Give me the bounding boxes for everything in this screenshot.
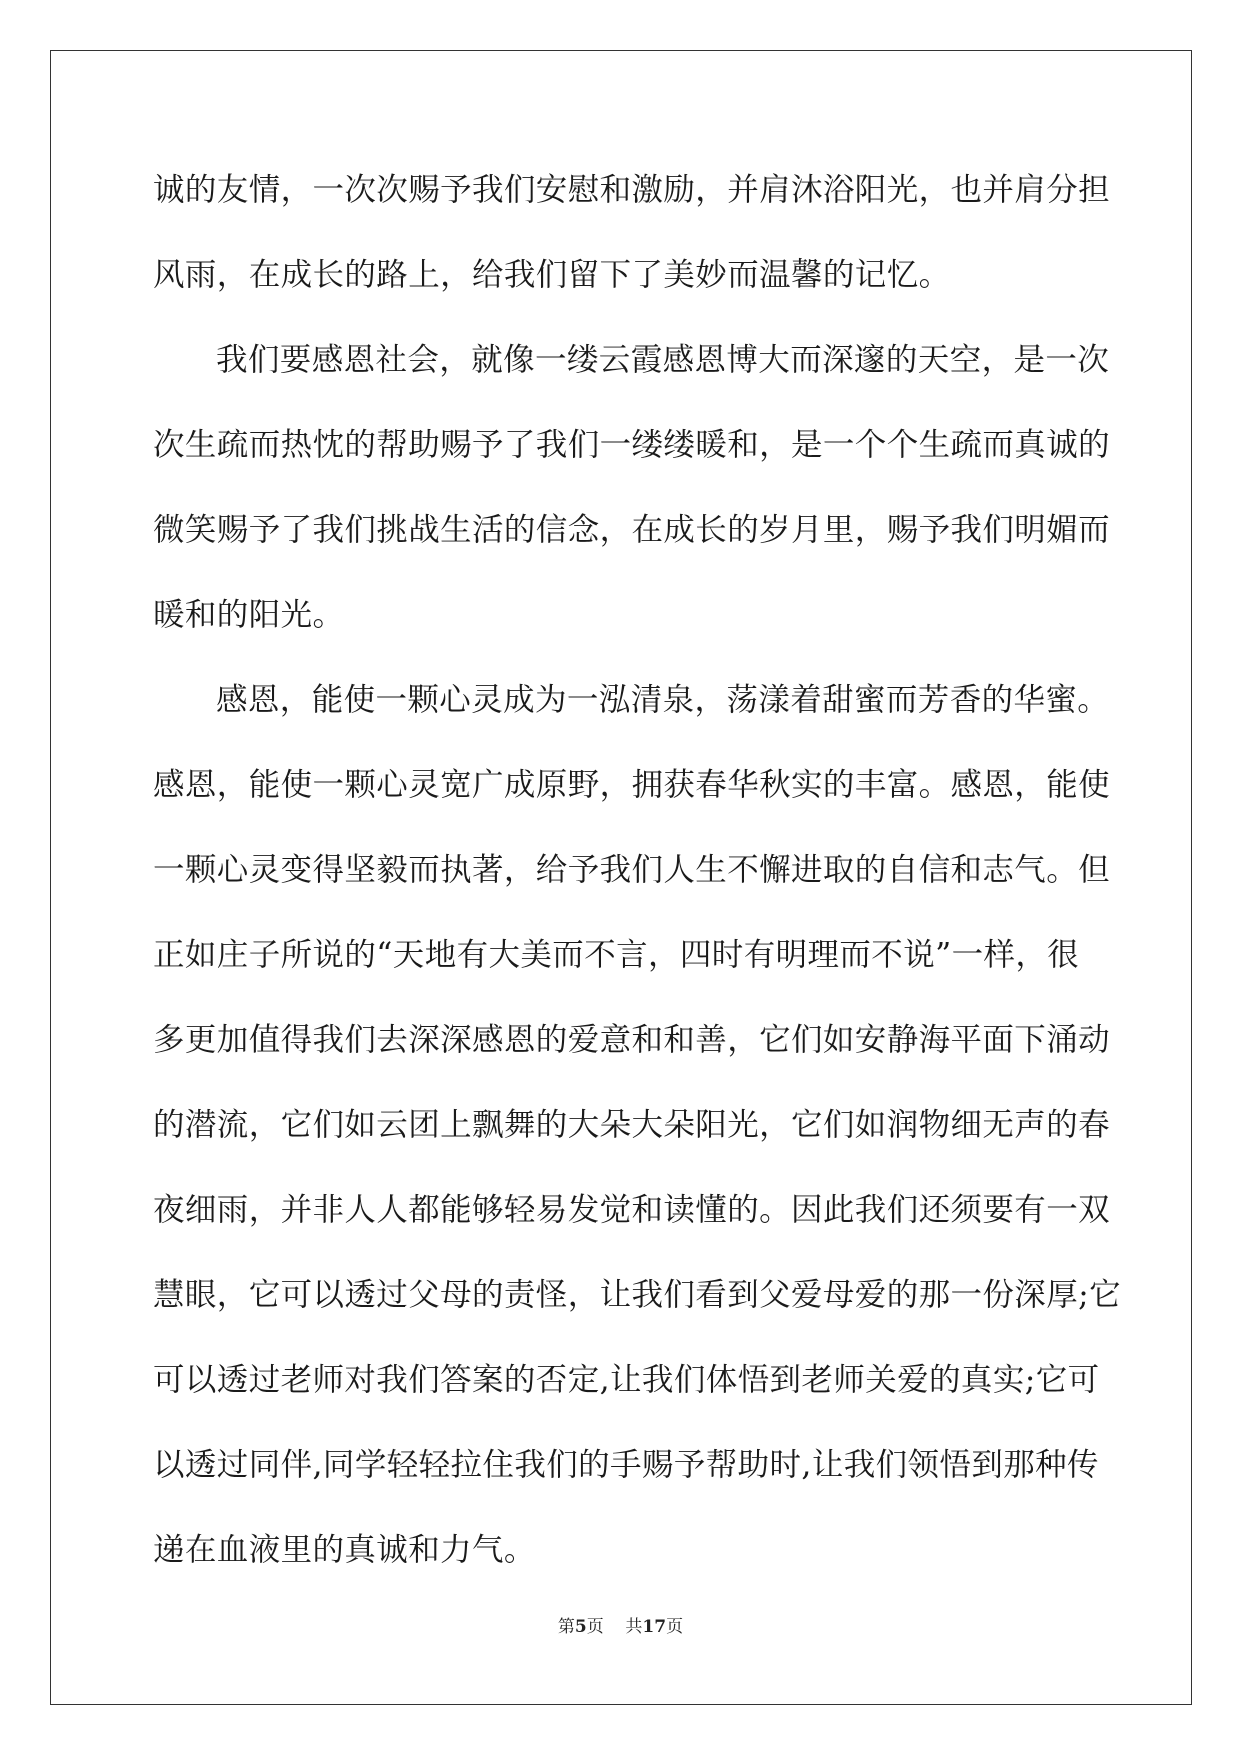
page-number-footer — [0, 1615, 1241, 1639]
text-line: 次生疏而热忱的帮助赐予了我们一缕缕暖和，是一个个生疏而真诚的 — [153, 427, 1111, 463]
text-line: 的潜流，它们如云团上飘舞的大朵大朵阳光，它们如润物细无声的春 — [153, 1107, 1111, 1143]
text-line: 风雨，在成长的路上，给我们留下了美妙而温馨的记忆。 — [153, 257, 951, 293]
paragraph-start-line: 感恩，能使一颗心灵成为一泓清泉，荡漾着甜蜜而芳香的华蜜。 — [216, 682, 1110, 718]
document-body — [153, 160, 1122, 1605]
page-prefix: 第 — [557, 1617, 575, 1637]
page-unit: 页 — [586, 1617, 604, 1637]
total-page-count: 17 — [642, 1617, 667, 1637]
paragraph-start-line: 我们要感恩社会，就像一缕云霞感恩博大而深邃的天空，是一次 — [216, 342, 1110, 378]
total-unit: 页 — [666, 1617, 684, 1637]
text-line: 以透过同伴,同学轻轻拉住我们的手赐予帮助时,让我们领悟到那种传 — [153, 1447, 1099, 1483]
text-line: 正如庄子所说的“天地有大美而不言，四时有明理而不说”一样，很 — [153, 937, 1080, 973]
text-line: 多更加值得我们去深深感恩的爱意和和善，它们如安静海平面下涌动 — [153, 1022, 1111, 1058]
text-line: 夜细雨，并非人人都能够轻易发觉和读懂的。因此我们还须要有一双 — [153, 1192, 1111, 1228]
total-prefix: 共 — [625, 1617, 643, 1637]
text-line: 慧眼，它可以透过父母的责怪，让我们看到父爱母爱的那一份深厚;它 — [153, 1277, 1122, 1313]
text-line: 递在血液里的真诚和力气。 — [153, 1532, 536, 1568]
text-line: 微笑赐予了我们挑战生活的信念，在成长的岁月里，赐予我们明媚而 — [153, 512, 1111, 548]
text-line: 感恩，能使一颗心灵宽广成原野，拥获春华秋实的丰富。感恩，能使 — [153, 767, 1111, 803]
current-page-number: 5 — [574, 1617, 587, 1637]
text-line: 暖和的阳光。 — [153, 597, 345, 633]
text-line: 可以透过老师对我们答案的否定,让我们体悟到老师关爱的真实;它可 — [153, 1362, 1100, 1398]
text-line: 一颗心灵变得坚毅而执著，给予我们人生不懈进取的自信和志气。但 — [153, 852, 1111, 888]
text-line: 诚的友情，一次次赐予我们安慰和激励，并肩沐浴阳光，也并肩分担 — [153, 172, 1111, 208]
